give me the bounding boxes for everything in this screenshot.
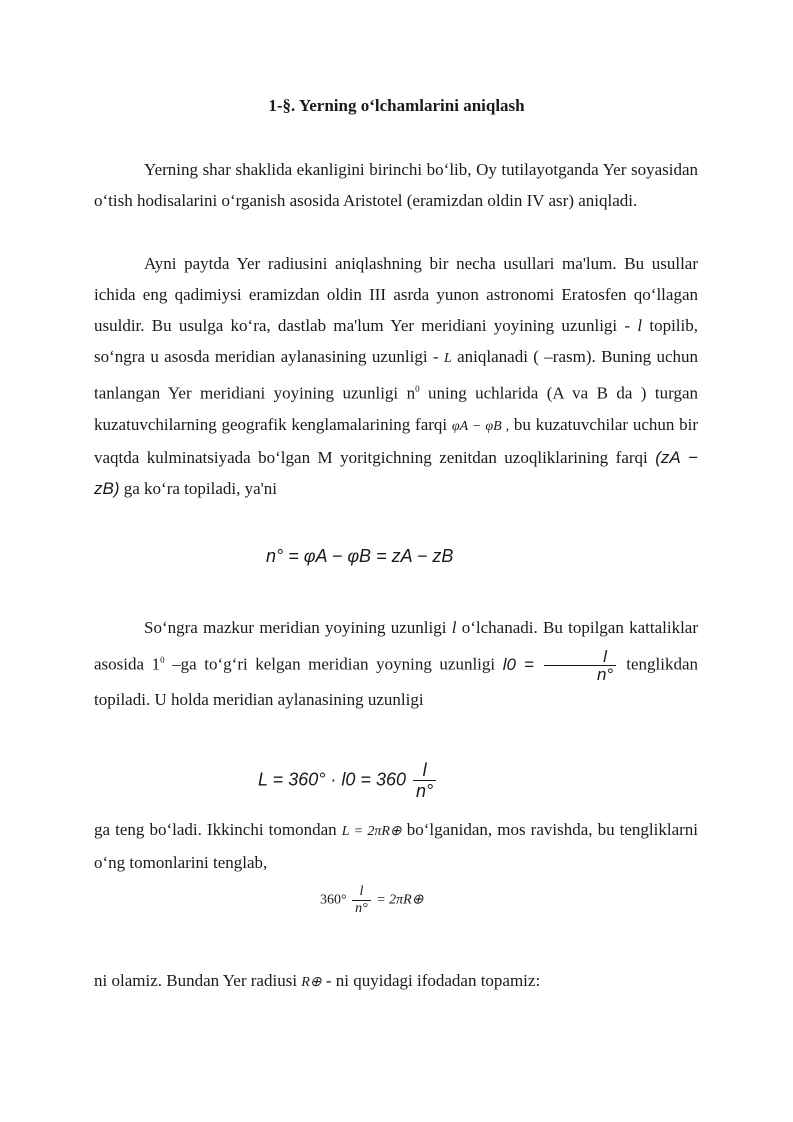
p3-text-b: o‘lchanadi. Bu topilgan kattaliklar asosida 1: [94, 618, 699, 674]
formula-circumference: [258, 760, 438, 801]
formula3-denominator: n°: [355, 901, 368, 916]
formula-latitude-zenith: n° = φA − φB = zA − zB: [266, 546, 454, 566]
p4-text-a: ga teng bo‘ladi. Ikkinchi tomondan: [94, 820, 337, 839]
section-heading: 1-§. Yerning o‘lchamlarini aniqlash: [268, 96, 525, 115]
p4-equation: L = 2πR⊕: [341, 824, 402, 839]
p2-arc-length-symbol: l: [637, 316, 643, 335]
p2-text-e: bu kuzatuvchilar uchun bir vaqtda kulminatsiyada bo‘lgan M yoritgichning zenitdan uzoqliklarining farqi: [94, 414, 698, 467]
formula-radius-equation: [320, 884, 423, 917]
p3-text-a: So‘ngra mazkur meridian yoyining uzunligi: [144, 618, 447, 637]
p2-text-c: aniqlanadi ( –rasm). Buning uchun tanlangan Yer meridiani yoyining uzunligi n: [94, 347, 699, 403]
paragraph-1: Yerning shar shaklida ekanligini birinchi bo‘lib, Oy tutilayotganda Yer soyasidan o‘tish hodisalarini o‘rganish asosida Aristotel (eramizdan oldin IV asr) aniqladi.: [94, 160, 698, 210]
p2-zenith-difference: (zA − zB): [94, 447, 698, 498]
p5-radius-symbol: R⊕: [301, 975, 322, 990]
p3-text-d: tenglikdan topiladi. U holda meridian aylanasining uzunligi: [94, 654, 699, 709]
p3-fraction-numerator: l: [544, 648, 616, 666]
p3-text-c: –ga to‘g‘ri kelgan meridian yoyning uzunligi: [172, 654, 496, 674]
formula3-lhs: 360°: [320, 892, 347, 908]
p5-text-a: ni olamiz. Bundan Yer radiusi: [94, 971, 298, 990]
formula2-denominator: n°: [416, 781, 434, 801]
p2-text-f: ga ko‘ra topiladi, ya'ni: [123, 478, 277, 498]
p2-text-b: topilib, so‘ngra u asosda meridian aylanasining uzunligi -: [94, 316, 698, 366]
paragraph-2: [94, 248, 698, 504]
p5-text-b: - ni quyidagi ifodadan topamiz:: [325, 971, 541, 990]
paragraph-5: [94, 965, 698, 998]
p3-formula-lhs: l0 =: [502, 654, 534, 674]
paragraph-3: [94, 611, 698, 716]
p4-text-b: bo‘lganidan, mos ravishda, bu tengliklarni o‘ng tomonlarini tenglab,: [94, 820, 699, 872]
p3-inline-formula: [502, 646, 627, 684]
p2-circumference-symbol: L: [443, 351, 452, 366]
p3-degree-sup: 0: [160, 655, 165, 665]
formula3-numerator: l: [352, 884, 371, 901]
p3-fraction-denominator: n°: [596, 664, 614, 684]
p2-text-a: Ayni paytda Yer radiusini aniqlashning bir necha usullari ma'lum. Bu usullar ichida eng qadimiysi eramizdan oldin III asrda yunon astronomi Eratosfen qo‘llagan usuldir. Bu usulga ko‘ra, dastlab ma'lum Yer meridiani yoyining uzunligi -: [94, 254, 698, 335]
formula3-fraction: [352, 884, 371, 917]
p2-latitude-difference: φA − φB ,: [451, 418, 510, 434]
formula2-fraction: [413, 760, 436, 801]
paragraph-4: [94, 814, 698, 878]
p2-degree-sup: 0: [415, 384, 420, 394]
p2-text-d: uning uchlarida (A va B da ) turgan kuzatuvchilarning geografik kenglamalarining farqi: [94, 383, 698, 434]
formula2-numerator: l: [413, 760, 436, 781]
formula2-lhs: L = 360° · l0 = 360: [258, 769, 406, 790]
p3-fraction: [544, 648, 616, 683]
formula3-rhs: = 2πR⊕: [376, 892, 424, 908]
p3-arc-symbol: l: [451, 618, 457, 637]
